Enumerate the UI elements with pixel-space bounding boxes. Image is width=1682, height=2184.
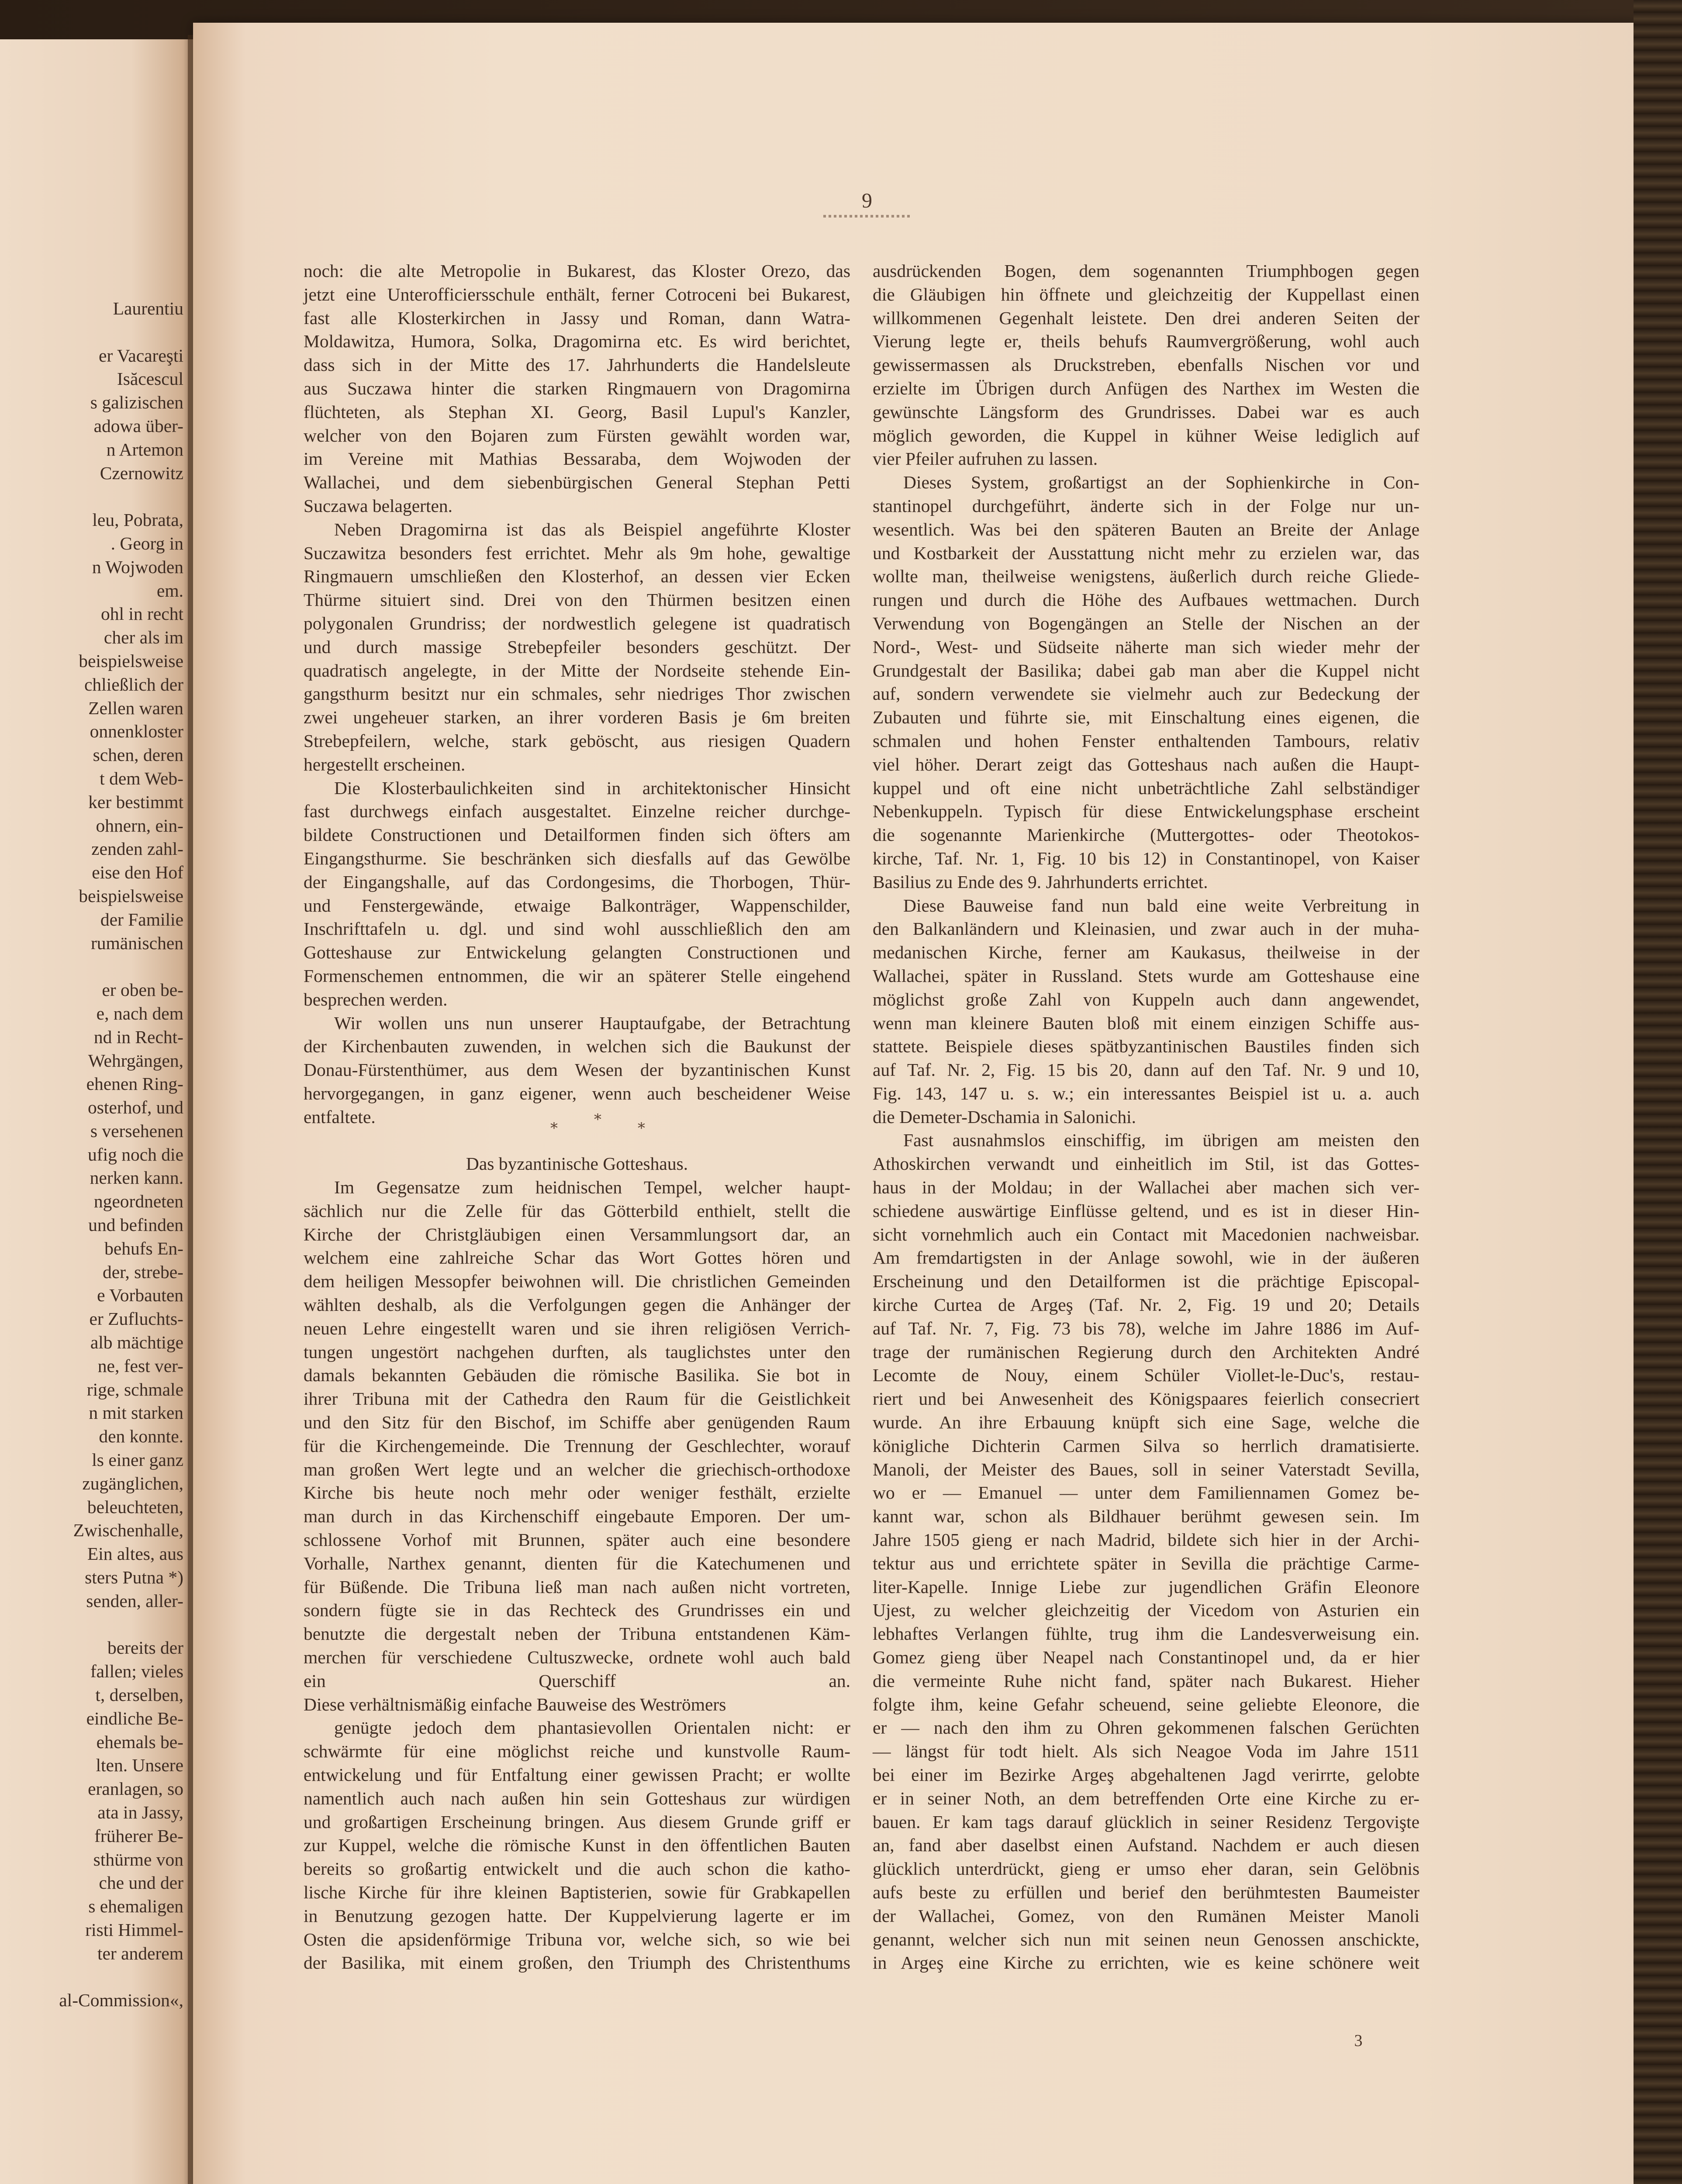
text-line: Moldawitza, Humora, Solka, Dragomirna etc. Es wird berichtet, — [304, 331, 850, 352]
text-line: Jahre 1505 gieng er nach Madrid, bildete sich hier in der Archi- — [873, 1530, 1420, 1550]
text-line: und durch massige Strebepfeiler besonders geschützt. Der — [304, 636, 850, 657]
margin-fragment-line: senden, aller- — [86, 1590, 183, 1611]
text-line: welcher von den Bojaren zum Fürsten gewählt worden war, — [304, 425, 850, 446]
margin-fragment-line — [0, 955, 183, 978]
text-line: liter-Kapelle. Innige Liebe zur jugendlichen Gräfin Eleonore — [873, 1576, 1420, 1597]
margin-fragment-line: risti Himmel- — [85, 1919, 183, 1940]
margin-fragment-line — [0, 485, 183, 508]
text-line: Neben Dragomirna ist das als Beispiel angeführte Kloster — [334, 519, 850, 539]
text-line: Wir wollen uns nun unserer Hauptaufgabe, der Betrachtung — [334, 1013, 850, 1033]
margin-fragment-line: n mit starken — [89, 1403, 183, 1423]
margin-fragment-line: s versehenen — [90, 1120, 183, 1141]
text-line: folgte ihm, keine Gefahr scheuend, seine geliebte Eleonore, die — [873, 1694, 1420, 1714]
margin-fragment-line: e, nach dem — [96, 1003, 183, 1023]
margin-fragment-line: . Georg in — [111, 533, 183, 553]
text-line: dass sich in der Mitte des 17. Jahrhunderts die Handelsleute — [304, 355, 850, 375]
text-line: quadratisch angelegte, in der Mitte der Nordseite stehende Ein- — [304, 660, 850, 681]
text-line: wurde. An ihre Erbauung knüpft sich eine Sage, welche die — [873, 1412, 1420, 1433]
text-line: die vermeinte Ruhe nicht fand, später nach Bukarest. Hieher — [873, 1670, 1420, 1691]
sheet-signature: 3 — [1354, 2032, 1363, 2050]
text-line: wesentlich. Was bei den späteren Bauten an Breite der Anlage — [873, 519, 1420, 539]
page-number: 9 — [862, 189, 872, 212]
text-line: sächlich nur die Zelle für das Götterbild enthielt, stellt die — [304, 1200, 850, 1221]
margin-fragment-line: ohl in recht — [101, 604, 183, 624]
asterisk-icon: * — [638, 1120, 645, 1137]
text-line: zwei ungeheuer starken, an ihrer vorderen Basis je 6m breiten — [304, 707, 850, 728]
text-line: er — nach den ihm zu Ohren gekommenen falschen Gerüchten — [873, 1717, 1420, 1738]
text-line: Gomez gieng über Neapel nach Constantinopel und, da er hier — [873, 1647, 1420, 1668]
margin-fragment-line: und befinden — [88, 1215, 183, 1235]
text-line: der Wallachei, Gomez, von den Rumänen Meister Manoli — [873, 1905, 1420, 1926]
text-line: ein Querschiff an. — [304, 1670, 850, 1691]
text-line: wählten deshalb, als die Verfolgungen gegen die Anhänger der — [304, 1295, 850, 1315]
text-line: kuppel und oft eine nicht unbeträchtliche Zahl selbständiger — [873, 778, 1420, 798]
text-line: Diese Bauweise fand nun bald eine weite Verbreitung in — [903, 895, 1420, 916]
text-line: Ringmauern umschließen den Klosterhof, an dessen vier Ecken — [304, 566, 850, 587]
text-line: hervorgegangen, in ganz eigener, wenn auch bescheidener Weise — [304, 1083, 850, 1103]
margin-fragment-line: er Zufluchts- — [89, 1309, 183, 1329]
text-line: sondern fügte sie in das Rechteck des Grundrisses ein und — [304, 1600, 850, 1621]
margin-fragment-line: t, derselben, — [95, 1685, 183, 1705]
text-line: Manoli, der Meister des Baues, soll in seiner Vaterstadt Sevilla, — [873, 1459, 1420, 1479]
margin-fragment-line: zenden zahl- — [91, 839, 183, 859]
text-line: und den Sitz für den Bischof, im Schiffe aber genügenden Raum — [304, 1412, 850, 1433]
text-column-right — [873, 259, 1420, 1975]
margin-fragment-line — [0, 1613, 183, 1637]
text-line: riert und bei Anwesenheit des Königspaares feierlich consecriert — [873, 1389, 1420, 1409]
text-line: im Vereine mit Mathias Bessaraba, dem Wojwoden der — [304, 449, 850, 469]
text-line: lebhaftes Verlangen fühlte, trug ihm die Landesverweisung ein. — [873, 1624, 1420, 1644]
text-line: tektur aus und errichtete später in Sevilla die prächtige Carme- — [873, 1553, 1420, 1573]
text-line: bei einer im Bezirke Argeş abgehaltenen Jagd verirrte, gelobte — [873, 1765, 1420, 1785]
text-line: Ujest, zu welcher gleichzeitig der Vicedom von Asturien ein — [873, 1600, 1420, 1621]
text-line: Suczawa belagerten. — [304, 495, 453, 516]
margin-fragment-line: nerken kann. — [90, 1168, 183, 1188]
text-line: Athoskirchen verwandt und einheitlich im Stil, ist das Gottes- — [873, 1154, 1420, 1174]
text-line: haus in der Moldau; in der Wallachei aber machen sich ver- — [873, 1177, 1420, 1198]
text-line: Kirche der Christgläubigen einen Versammlungsort dar, an — [304, 1224, 850, 1244]
text-line: möglich geworden, die Kuppel in kühner Weise lediglich auf — [873, 425, 1420, 446]
margin-fragment-line: adowa über- — [93, 415, 183, 436]
text-line: auf Taf. Nr. 2, Fig. 15 bis 20, dann auf den Taf. Nr. 9 und 10, — [873, 1060, 1420, 1080]
text-line: Inschrifttafeln u. dgl. und sind wohl ausschließlich den am — [304, 919, 850, 939]
margin-fragment-line: ls einer ganz — [92, 1450, 183, 1470]
margin-fragment-line: alb mächtige — [90, 1332, 183, 1353]
text-line: an, fand aber daselbst einen Aufstand. Nachdem er auch diesen — [873, 1835, 1420, 1856]
text-line: für die Kirchengemeinde. Die Trennung der Geschlechter, worauf — [304, 1435, 850, 1456]
margin-fragment-line: al-Commission«, — [59, 1990, 183, 2011]
text-line: in Argeş eine Kirche zu errichten, wie es keine schönere weit — [873, 1952, 1420, 1973]
text-line: Fig. 143, 147 u. s. w.; ein interessantes Beispiel ist u. a. auch — [873, 1083, 1420, 1103]
text-line: gewünschte Längsform des Grundrisses. Dabei war es auch — [873, 401, 1420, 422]
margin-fragment-line: lten. Unsere — [96, 1755, 183, 1776]
text-line: Fast ausnahmslos einschiffig, im übrigen am meisten den — [903, 1130, 1420, 1151]
text-line: möglichst große Zahl von Kuppeln auch dann angewendet, — [873, 989, 1420, 1009]
text-line: glücklich unterdrückt, gieng er umso eher daran, sein Gelöbnis — [873, 1859, 1420, 1879]
text-line: noch: die alte Metropolie in Bukarest, das Kloster Orezo, das — [304, 261, 850, 281]
text-line: entfaltete. — [304, 1106, 376, 1127]
margin-fragment-line: ata in Jassy, — [97, 1802, 183, 1822]
text-line: bauen. Er kam tags darauf glücklich in seiner Residenz Tergovişte — [873, 1811, 1420, 1832]
margin-fragment-line: den konnte. — [99, 1426, 183, 1447]
text-line: Donau-Fürstenthümer, aus dem Wesen der byzantinischen Kunst — [304, 1060, 850, 1080]
asterisk-icon: * — [594, 1111, 601, 1128]
text-line: merchen für verschiedene Cultuszwecke, ordnete wohl auch bald — [304, 1647, 850, 1668]
text-line: Diese verhältnismäßig einfache Bauweise des Weströmers — [304, 1694, 726, 1714]
asterisk-icon: * — [550, 1120, 558, 1137]
text-line: Am fremdartigsten in der Anlage sowohl, wie in der äußeren — [873, 1248, 1420, 1268]
text-line: Verwendung von Bogengängen an Stelle der Nischen an der — [873, 613, 1420, 633]
margin-fragment-line: che und der — [99, 1873, 183, 1893]
margin-fragment-line: nd in Recht- — [93, 1026, 183, 1047]
text-line: die Demeter-Dschamia in Salonichi. — [873, 1106, 1136, 1127]
margin-fragment-line: beleuchteten, — [87, 1496, 183, 1517]
margin-fragment-line: ngeordneten — [93, 1191, 183, 1212]
text-line: auf, sondern verwendete sie vielmehr auch zur Bedeckung der — [873, 684, 1420, 704]
text-line: Grundgestalt der Basilika; dabei gab man aber die Kuppel nicht — [873, 660, 1420, 681]
margin-fragment-line — [0, 321, 183, 344]
text-line: aus Suczawa hinter die starken Ringmauern von Dragomirna — [304, 378, 850, 398]
text-line: Kirche bis heute noch mehr oder weniger festhält, erzielte — [304, 1482, 850, 1503]
margin-fragment-line: behufs En- — [104, 1238, 183, 1258]
text-line: bereits so großartig entwickelt und die auch schon die katho- — [304, 1859, 850, 1879]
text-line: — längst für todt hielt. Als sich Neagoe Voda im Jahre 1511 — [873, 1741, 1420, 1762]
text-line: wo er — Emanuel — unter dem Familiennamen Gomez be- — [873, 1482, 1420, 1503]
margin-fragment-line: n Artemon — [106, 439, 183, 460]
margin-fragment-line: fallen; vieles — [90, 1661, 183, 1682]
text-line: kirche Curtea de Argeş (Taf. Nr. 2, Fig. 19 und 20; Details — [873, 1295, 1420, 1315]
text-line: wollte man, theilweise wenigstens, äußerlich durch reiche Gliede- — [873, 566, 1420, 587]
text-line: der Eingangshalle, auf das Cordongesims, die Thorbogen, Thür- — [304, 871, 850, 892]
margin-fragment-line: der, strebe- — [103, 1261, 183, 1282]
text-line: kannt war, schon als Bildhauer berühmt gewesen sein. Im — [873, 1506, 1420, 1527]
text-line: lische Kirche für ihre kleinen Baptisterien, sowie für Grabkapellen — [304, 1882, 850, 1902]
text-line: den Balkanländern und Kleinasien, und zwar auch in der muha- — [873, 919, 1420, 939]
text-line: der Basilika, mit einem großen, den Triumph des Christenthums — [304, 1952, 850, 1973]
text-line: flüchteten, als Stephan XI. Georg, Basil Lupul's Kanzler, — [304, 401, 850, 422]
text-line: genügte jedoch dem phantasievollen Orientalen nicht: er — [334, 1717, 850, 1738]
margin-fragment-line: Zwischenhalle, — [73, 1520, 183, 1541]
text-line: stantinopel durchgeführt, änderte sich in der Folge nur un- — [873, 495, 1420, 516]
text-line: Dieses System, großartigst an der Sophienkirche in Con- — [903, 472, 1420, 493]
margin-fragment-line: früherer Be- — [94, 1825, 183, 1846]
margin-fragment-line: leu, Pobrata, — [92, 510, 183, 530]
text-line: Das byzantinische Gotteshaus. — [466, 1154, 688, 1174]
margin-fragment-line: schen, deren — [93, 745, 183, 765]
margin-fragment-line: Laurentiu — [113, 298, 183, 318]
text-line: Formenschemen entnommen, die wir an späterer Stelle eingehend — [304, 965, 850, 986]
text-line: die Gläubigen hin öffnete und gleichzeitig der Kuppellast einen — [873, 284, 1420, 304]
text-line: ihrer Tribuna mit der Cathedra den Raum für die Geistlichkeit — [304, 1389, 850, 1409]
margin-fragment-line: sthürme von — [93, 1849, 183, 1870]
text-line: schwärmte für eine möglichst reiche und kunstvolle Raum- — [304, 1741, 850, 1762]
text-line: man großen Wert legte und an welcher die griechisch-orthodoxe — [304, 1459, 850, 1479]
margin-fragment-line: t dem Web- — [100, 768, 183, 788]
margin-fragment-line: s ehemaligen — [88, 1896, 183, 1917]
text-line: fast alle Klosterkirchen in Jassy und Roman, dann Watra- — [304, 308, 850, 328]
margin-fragment-line: sters Putna *) — [85, 1567, 183, 1588]
text-line: Zubauten und führte sie, mit Einschaltung eines eigenen, die — [873, 707, 1420, 728]
left-page-text-fragments — [0, 297, 183, 2012]
text-line: namentlich auch nach außen hin sein Gotteshaus zur würdigen — [304, 1788, 850, 1808]
text-line: Im Gegensatze zum heidnischen Tempel, welcher haupt- — [334, 1177, 850, 1198]
text-line: Strebepfeilern, welche, stark geböscht, aus riesigen Quadern — [304, 730, 850, 751]
margin-fragment-line: s galizischen — [90, 392, 183, 413]
margin-fragment-line: ohnern, ein- — [96, 815, 183, 836]
margin-fragment-line: em. — [156, 580, 183, 601]
text-line: und Kostbarkeit der Ausstattung nicht mehr zu erzielen war, das — [873, 543, 1420, 563]
text-line: polygonalen Grundriss; der nordwestlich gelegene ist quadratisch — [304, 613, 850, 633]
margin-fragment-line: rige, schmale — [86, 1379, 183, 1400]
text-line: Nebenkuppeln. Typisch für diese Entwickelungsphase erscheint — [873, 801, 1420, 822]
margin-fragment-line: eranlagen, so — [88, 1779, 183, 1799]
margin-fragment-line: Czernowitz — [100, 463, 183, 483]
margin-fragment-line: ne, fest ver- — [97, 1355, 183, 1376]
text-line: erzielte im Übrigen durch Anfügen des Narthex im Westen die — [873, 378, 1420, 398]
text-line: schmalen und hohen Fenster enthaltenden Tambours, relativ — [873, 730, 1420, 751]
text-line: Die Klosterbaulichkeiten sind in architektonischer Hinsicht — [334, 778, 850, 798]
text-line: man durch in das Kirchenschiff eingebaute Emporen. Der um- — [304, 1506, 850, 1527]
margin-fragment-line: ufig noch die — [88, 1144, 183, 1165]
margin-fragment-line: der Familie — [100, 909, 183, 930]
text-line: benutzte die dergestalt neben der Tribuna entstandenen Käm- — [304, 1624, 850, 1644]
margin-fragment-line: rumänischen — [90, 933, 183, 953]
text-line: wenn man kleinere Bauten bloß mit einem einzigen Schiffe aus- — [873, 1013, 1420, 1033]
text-line: zur Kuppel, welche die römische Kunst in den öffentlichen Bauten — [304, 1835, 850, 1856]
text-line: Basilius zu Ende des 9. Jahrhunderts errichtet. — [873, 871, 1208, 892]
text-line: Eingangsthurme. Sie beschränken sich diesfalls auf das Gewölbe — [304, 848, 850, 868]
text-line: Wallachei, später in Russland. Stets wurde am Gotteshause eine — [873, 965, 1420, 986]
margin-fragment-line: ter anderem — [97, 1943, 183, 1963]
margin-fragment-line: ehemals be- — [96, 1731, 183, 1752]
text-line: Vierung legte er, theils behufs Raumvergrößerung, wohl auch — [873, 331, 1420, 352]
text-line: hergestellt erscheinen. — [304, 754, 466, 774]
text-line: medanischen Kirche, ferner am Kaukasus, theilweise in der — [873, 942, 1420, 963]
text-line: bildete Constructionen und Detailformen finden sich öfters am — [304, 825, 850, 845]
text-line: stattete. Beispiele dieses spätbyzantinischen Baustiles finden sich — [873, 1036, 1420, 1057]
margin-fragment-line: Isăcescul — [117, 369, 183, 389]
text-line: Nord-, West- und Südseite näherte man sich wieder mehr der — [873, 636, 1420, 657]
text-line: besprechen werden. — [304, 989, 448, 1009]
text-line: Lecomte de Nouy, einem Schüler Viollet-le-Duc's, restau- — [873, 1365, 1420, 1386]
text-line: schlossene Vorhof mit Brunnen, später auch eine besondere — [304, 1530, 850, 1550]
text-line: Osten die apsidenförmige Tribuna vor, welche sich, so wie bei — [304, 1929, 850, 1949]
text-line: Vorhalle, Narthex genannt, dienten für die Katechumenen und — [304, 1553, 850, 1573]
section-ornament-asterisks — [550, 1111, 655, 1137]
text-line: für Büßende. Die Tribuna ließ man nach außen nicht vortreten, — [304, 1576, 850, 1597]
left-page — [0, 39, 197, 2184]
margin-fragment-line: Ein altes, aus — [87, 1544, 183, 1564]
margin-fragment-line: eindliche Be- — [86, 1708, 183, 1728]
text-line: vier Pfeiler aufruhen zu lassen. — [873, 449, 1098, 469]
text-line: aufs beste zu erfüllen und berief den berühmtesten Baumeister — [873, 1882, 1420, 1902]
margin-fragment-line: chließlich der — [84, 674, 183, 695]
text-line: Thürme situiert sind. Drei von den Thürmen besitzen einen — [304, 590, 850, 610]
text-line: Erscheinung und den Detailformen ist die prächtige Episcopal- — [873, 1271, 1420, 1292]
text-line: und Fenstergewände, etwaige Balkonträger, Wappenschilder, — [304, 895, 850, 916]
margin-fragment-line: e Vorbauten — [97, 1285, 183, 1306]
text-line: die sogenannte Marienkirche (Muttergottes- oder Theotokos- — [873, 825, 1420, 845]
margin-fragment-line: onnenkloster — [90, 721, 183, 742]
margin-fragment-line: ker bestimmt — [88, 791, 183, 812]
text-line: sicht vornehmlich auch ein Contact mit Macedonien nachweisbar. — [873, 1224, 1420, 1244]
text-line: damals bekannten Gebäuden die römische Basilika. Sie bot in — [304, 1365, 850, 1386]
text-line: genannt, welcher sich nun mit seinen neun Genossen anschickte, — [873, 1929, 1420, 1949]
margin-fragment-line: er oben be- — [102, 980, 183, 1000]
margin-fragment-line: er Vacareşti — [99, 345, 183, 366]
margin-fragment-line: Zellen waren — [88, 698, 183, 718]
text-line: rungen und durch die Höhe des Aufbaues wettmachen. Durch — [873, 590, 1420, 610]
text-line: königliche Dichterin Carmen Silva so herrlich dramatisierte. — [873, 1435, 1420, 1456]
text-line: Wallachei, und dem siebenbürgischen General Stephan Petti — [304, 472, 850, 493]
margin-fragment-line: osterhof, und — [88, 1097, 183, 1118]
text-line: er in seiner Noth, an dem betreffenden Orte eine Kirche zu er- — [873, 1788, 1420, 1808]
text-line: neuen Lehre eingestellt waren und sie ihren religiösen Verrich- — [304, 1318, 850, 1338]
text-line: auf Taf. Nr. 7, Fig. 73 bis 78), welche im Jahre 1886 im Auf- — [873, 1318, 1420, 1338]
margin-fragment-line: cher als im — [104, 627, 183, 648]
text-line: dem heiligen Messopfer beiwohnen will. Die christlichen Gemeinden — [304, 1271, 850, 1292]
margin-fragment-line — [0, 1966, 183, 1989]
margin-fragment-line: beispielsweise — [79, 650, 183, 671]
text-line: Suczawitza besonders fest errichtet. Mehr als 9m hohe, gewaltige — [304, 543, 850, 563]
text-line: schiedene auswärtige Einflüsse geltend, und es ist in dieser Hin- — [873, 1200, 1420, 1221]
margin-fragment-line: beispielsweise — [79, 885, 183, 906]
text-line: Gotteshause zur Entwickelung gelangten Constructionen und — [304, 942, 850, 963]
text-line: ausdrückenden Bogen, dem sogenannten Triumphbogen gegen — [873, 261, 1420, 281]
text-line: willkommenen Gegenhalt leistete. Den drei anderen Seiten der — [873, 308, 1420, 328]
margin-fragment-line: eise den Hof — [92, 862, 183, 883]
text-line: jetzt eine Unterofficiersschule enthält, ferner Cotroceni bei Bukarest, — [304, 284, 850, 304]
margin-fragment-line: ehenen Ring- — [86, 1074, 183, 1094]
text-line: in Benutzung gezogen hatte. Der Kuppelvierung lagerte er im — [304, 1905, 850, 1926]
margin-fragment-line: bereits der — [107, 1638, 183, 1658]
text-line: trage der rumänischen Regierung durch den Architekten André — [873, 1341, 1420, 1362]
text-line: tungen ungestört nachgehen durften, als tauglichstes unter den — [304, 1341, 850, 1362]
margin-fragment-line: n Wojwoden — [92, 556, 183, 577]
text-line: viel höher. Derart zeigt das Gotteshaus nach außen die Haupt- — [873, 754, 1420, 774]
text-line: und großartigen Erscheinung bringen. Aus diesem Grunde griff er — [304, 1811, 850, 1832]
text-line: fast durchwegs einfach ausgestaltet. Einzelne reicher durchge- — [304, 801, 850, 822]
text-line: gangsthurm besitzt nur ein schmales, sehr niedriges Thor zwischen — [304, 684, 850, 704]
text-line: welchem eine zahlreiche Schar das Wort Gottes hören und — [304, 1248, 850, 1268]
text-line: der Kirchenbauten zuwenden, in welchen sich die Baukunst der — [304, 1036, 850, 1057]
text-line: kirche, Taf. Nr. 1, Fig. 10 bis 12) in Constantinopel, von Kaiser — [873, 848, 1420, 868]
page-number-ornament-rule — [823, 215, 911, 218]
text-line: gewissermassen als Druckstreben, ebenfalls Nischen vor und — [873, 355, 1420, 375]
margin-fragment-line: Wehrgängen, — [88, 1050, 183, 1071]
margin-fragment-line: zugänglichen, — [82, 1473, 183, 1493]
book-cover-edge — [1634, 0, 1682, 2184]
text-line: entwickelung und für Entfaltung einer gewissen Pracht; er wollte — [304, 1765, 850, 1785]
